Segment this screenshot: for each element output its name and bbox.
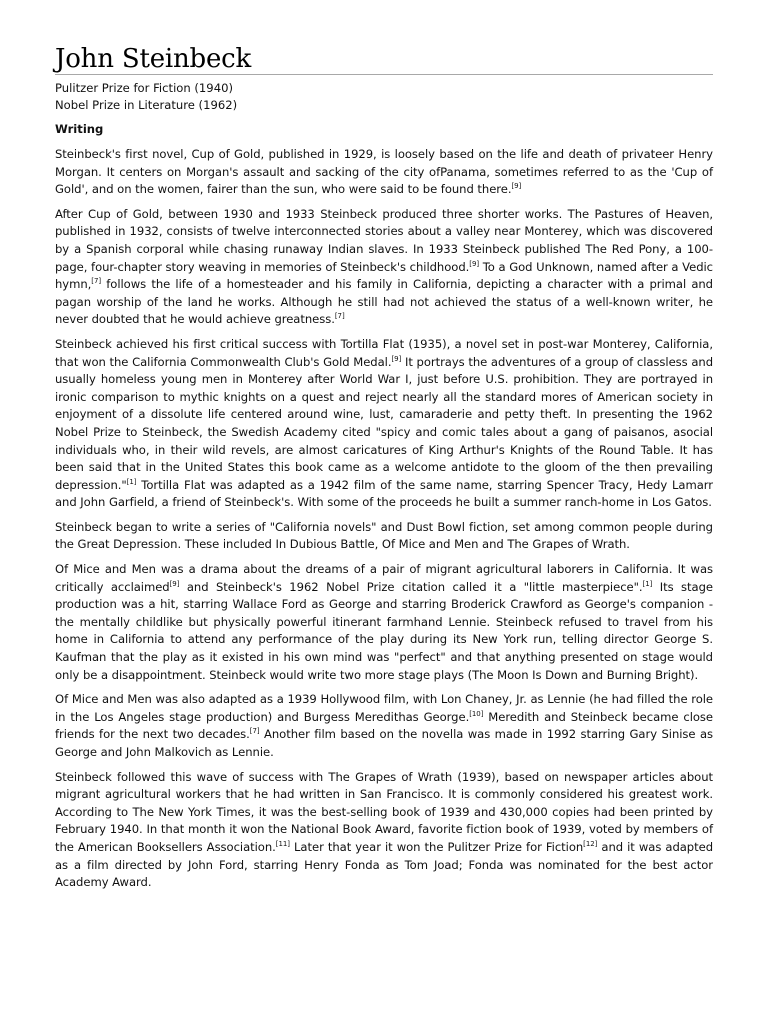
paragraph-text: It portrays the adventures of a group of classless and usually homeless young men in Monterey after World War I, just before U.S. prohibition. They are portrayed in ironic comparison to mythic knights on a quest and reject nearly all the standard mores of American society in enjoyment of a dissolute life centered around wine, lust, camaraderie and petty theft. In presenting the 1962 Nobel Prize to Steinbeck, the Swedish Academy cited "spicy and comic tales about a gang of paisanos, asocial individuals who, in their wild revels, are almost caricatures of King Arthur's Knights of the Round Table. It has been said that in the United States this book came as a welcome antidote to the gloom of the then prevailing depression." [55, 354, 714, 492]
paragraph-text: Steinbeck followed this wave of success with The Grapes of Wrath (1939), based on newspaper articles about migrant agricultural workers that he had written in San Francisco. It is commonly considered his greatest work. According to The New York Times, it was the best-selling book of 1939 and 430,000 copies had been printed by February 1940. In that month it won the National Book Award, favorite fiction book of 1939, voted by members of the American Booksellers Association. [55, 769, 713, 854]
paragraph-text: follows the life of a homesteader and his family in California, depicting a character with a primal and pagan worship of the land he works. Although he still had not achieved the status of a well-known writer, he never doubted that he would achieve greatness. [55, 277, 713, 327]
paragraph-text: and Steinbeck's 1962 Nobel Prize citation called it a "little masterpiece". [179, 579, 643, 594]
citation-reference[interactable]: [9] [469, 259, 480, 268]
paragraph-text: Steinbeck's first novel, Cup of Gold, published in 1929, is loosely based on the life and death of privateer Henry Morgan. It centers on Morgan's assault and sacking of the city ofPanama, sometimes referred to as the 'Cup of Gold', and on the women, fairer than the sun, who were said to be found there. [55, 147, 713, 197]
paragraph-text: Of Mice and Men was also adapted as a 1939 Hollywood film, with Lon Chaney, Jr. as Lennie (he had filled the role in the Los Angeles stage production) and Burgess Meredithas George. [55, 692, 713, 724]
citation-reference[interactable]: [12] [583, 840, 598, 849]
body-paragraph [55, 336, 713, 512]
paragraph-text: After Cup of Gold, between 1930 and 1933 Steinbeck produced three shorter works. The Pastures of Heaven, published in 1932, consists of twelve interconnected stories about a valley near Monterey, which was discovered by a Spanish corporal while chasing runaway Indian slaves. In 1933 Steinbeck published The Red Pony, a 100-page, four-chapter story weaving in memories of Steinbeck's childhood. [55, 206, 713, 274]
citation-reference[interactable]: [1] [126, 477, 137, 486]
awards-list [55, 80, 713, 114]
citation-reference[interactable]: [7] [91, 277, 102, 286]
citation-reference[interactable]: [11] [275, 840, 290, 849]
citation-reference[interactable]: [9] [391, 354, 402, 363]
award-nobel: Nobel Prize in Literature (1962) [55, 98, 238, 112]
paragraph-text: Later that year it won the Pulitzer Prize for Fiction [289, 839, 584, 854]
document-page [55, 44, 713, 899]
body-paragraph [55, 206, 713, 329]
paragraph-text: Steinbeck began to write a series of "California novels" and Dust Bowl fiction, set among common people during the Great Depression. These included In Dubious Battle, Of Mice and Men and The Grapes of Wrath. [55, 519, 713, 552]
paragraph-text: Tortilla Flat was adapted as a 1942 film of the same name, starring Spencer Tracy, Hedy Lamarr and John Garfield, a friend of Steinbeck's. With some of the proceeds he built a summer ranch-home in Los Gatos. [55, 477, 713, 510]
body-paragraph [55, 691, 713, 761]
paragraph-text: Meredith and Steinbeck became close friends for the next two decades. [55, 709, 713, 742]
body-paragraph [55, 146, 713, 199]
body-paragraph [55, 519, 713, 554]
section-heading-writing: Writing [55, 122, 104, 136]
paragraph-text: Steinbeck achieved his first critical success with Tortilla Flat (1935), a novel set in post-war Monterey, California, that won the California Commonwealth Club's Gold Medal. [55, 336, 713, 369]
citation-reference[interactable]: [9] [169, 579, 180, 588]
paragraph-text: and it was adapted as a film directed by John Ford, starring Henry Fonda as Tom Joad; Fonda was nominated for the best actor Academy Award. [55, 839, 714, 890]
citation-reference[interactable]: [10] [469, 709, 484, 718]
paragraph-text: Of Mice and Men was a drama about the dreams of a pair of migrant agricultural laborers in California. It was critically acclaimed [55, 562, 713, 594]
body-paragraph [55, 769, 713, 892]
citation-reference[interactable]: [1] [642, 579, 653, 588]
body-paragraph [55, 561, 713, 684]
paragraph-text: Another film based on the novella was made in 1992 starring Gary Sinise as George and John Malkovich as Lennie. [55, 727, 713, 759]
article-body [55, 146, 713, 892]
citation-reference[interactable]: [9] [511, 182, 522, 191]
citation-reference[interactable]: [7] [334, 312, 345, 321]
paragraph-text: Its stage production was a hit, starring Wallace Ford as George and starring Broderick Crawford as George's companion - the mentally childlike but physically powerful itinerant farmhand Lennie. Steinbeck refused to travel from his home in California to attend any performance of the play during its New York run, telling director George S. Kaufman that the play as it existed in his own mind was "perfect" and that anything presented on stage would only be a disappointment. Steinbeck would write two more stage plays (The Moon Is Down and Burning Bright). [55, 579, 713, 682]
award-pulitzer: Pulitzer Prize for Fiction (1940) [55, 81, 233, 95]
page-title: John Steinbeck [55, 44, 713, 75]
citation-reference[interactable]: [7] [249, 727, 260, 736]
paragraph-text: To a God Unknown, named after a Vedic hymn, [55, 259, 713, 292]
